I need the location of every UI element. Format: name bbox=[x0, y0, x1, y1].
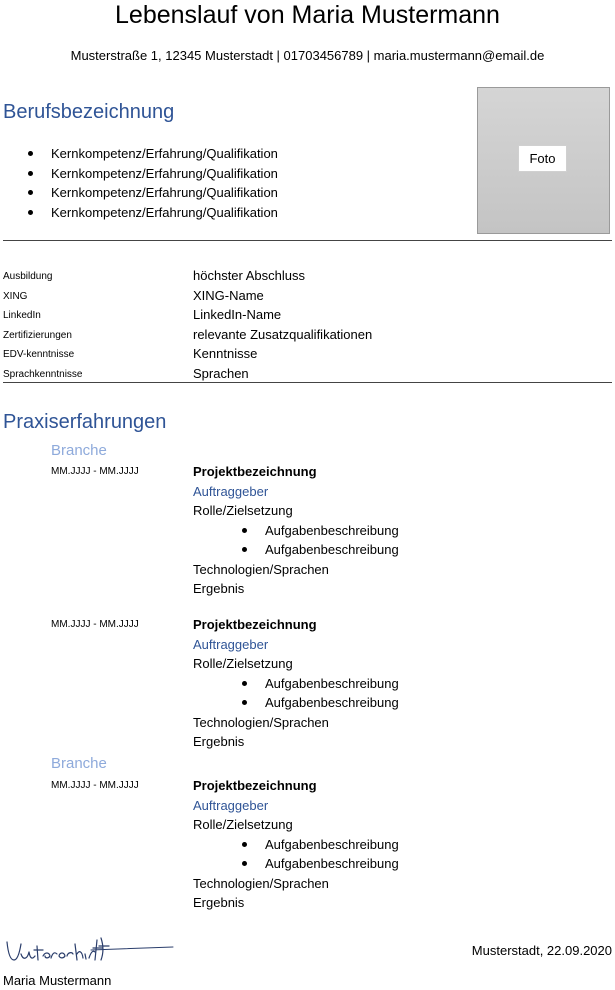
signature-name: Maria Mustermann bbox=[3, 973, 112, 988]
project-result: Ergebnis bbox=[193, 734, 245, 749]
branch-heading: Branche bbox=[51, 442, 107, 459]
competency-item: Kernkompetenz/Erfahrung/Qualifikation bbox=[28, 164, 278, 184]
project-entry bbox=[193, 615, 399, 752]
task-item: Aufgabenbeschreibung bbox=[242, 540, 399, 560]
task-item: Aufgabenbeschreibung bbox=[242, 521, 399, 541]
task-list bbox=[193, 674, 399, 713]
info-label-linkedin: LinkedIn bbox=[3, 310, 41, 321]
info-label-it-skills: EDV-kenntnisse bbox=[3, 349, 75, 360]
info-label-certifications: Zertifizierungen bbox=[3, 330, 72, 341]
info-value-education: höchster Abschluss bbox=[193, 268, 306, 283]
project-entry bbox=[193, 462, 399, 599]
info-value-linkedin: LinkedIn-Name bbox=[193, 307, 282, 322]
signature-image bbox=[3, 934, 175, 970]
task-list bbox=[193, 521, 399, 560]
info-value-languages: Sprachen bbox=[193, 366, 249, 381]
photo-label: Foto bbox=[518, 145, 567, 172]
project-date: MM.JJJJ - MM.JJJJ bbox=[51, 466, 139, 477]
project-result: Ergebnis bbox=[193, 581, 245, 596]
info-value-xing: XING-Name bbox=[193, 288, 264, 303]
divider-top bbox=[3, 240, 612, 241]
info-value-it-skills: Kenntnisse bbox=[193, 346, 258, 361]
project-client: Auftraggeber bbox=[193, 483, 269, 499]
project-title: Projektbezeichnung bbox=[193, 617, 317, 632]
project-date: MM.JJJJ - MM.JJJJ bbox=[51, 780, 139, 791]
competency-item: Kernkompetenz/Erfahrung/Qualifikation bbox=[28, 203, 278, 223]
branch-heading: Branche bbox=[51, 755, 107, 772]
project-role: Rolle/Zielsetzung bbox=[193, 503, 293, 518]
job-title-heading: Berufsbezeichnung bbox=[3, 101, 175, 123]
project-client: Auftraggeber bbox=[193, 636, 269, 652]
divider-middle bbox=[3, 382, 612, 383]
competency-list bbox=[28, 144, 278, 222]
competency-item: Kernkompetenz/Erfahrung/Qualifikation bbox=[28, 183, 278, 203]
page-title: Lebenslauf von Maria Mustermann bbox=[115, 1, 500, 29]
project-result: Ergebnis bbox=[193, 895, 245, 910]
info-value-certifications: relevante Zusatzqualifikationen bbox=[193, 327, 373, 342]
project-role: Rolle/Zielsetzung bbox=[193, 817, 293, 832]
info-label-education: Ausbildung bbox=[3, 271, 53, 282]
project-date: MM.JJJJ - MM.JJJJ bbox=[51, 619, 139, 630]
place-date: Musterstadt, 22.09.2020 bbox=[471, 943, 612, 958]
task-item: Aufgabenbeschreibung bbox=[242, 835, 399, 855]
project-tech: Technologien/Sprachen bbox=[193, 875, 329, 891]
competency-item: Kernkompetenz/Erfahrung/Qualifikation bbox=[28, 144, 278, 164]
experience-heading: Praxiserfahrungen bbox=[3, 411, 167, 433]
task-item: Aufgabenbeschreibung bbox=[242, 854, 399, 874]
project-title: Projektbezeichnung bbox=[193, 778, 317, 793]
photo-placeholder bbox=[477, 87, 610, 234]
project-entry bbox=[193, 776, 399, 913]
project-tech: Technologien/Sprachen bbox=[193, 714, 329, 730]
task-item: Aufgabenbeschreibung bbox=[242, 693, 399, 713]
project-tech: Technologien/Sprachen bbox=[193, 561, 329, 577]
task-list bbox=[193, 835, 399, 874]
task-item: Aufgabenbeschreibung bbox=[242, 674, 399, 694]
project-client: Auftraggeber bbox=[193, 797, 269, 813]
info-label-languages: Sprachkenntnisse bbox=[3, 369, 83, 380]
project-role: Rolle/Zielsetzung bbox=[193, 656, 293, 671]
project-title: Projektbezeichnung bbox=[193, 464, 317, 479]
contact-line: Musterstraße 1, 12345 Musterstadt | 01703456789 | maria.mustermann@email.de bbox=[70, 48, 545, 63]
info-label-xing: XING bbox=[3, 291, 28, 302]
